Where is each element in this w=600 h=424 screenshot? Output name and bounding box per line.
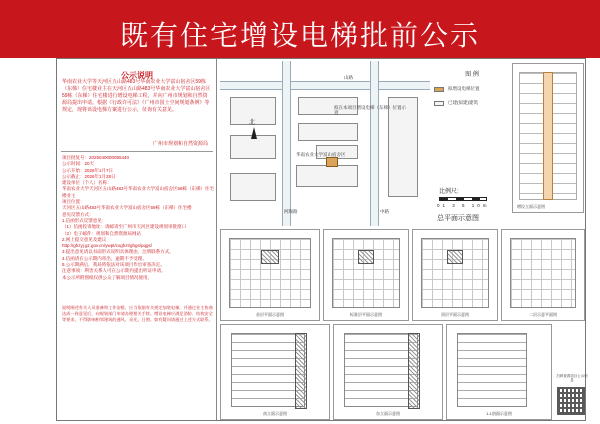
- legend-swatch: [434, 87, 444, 92]
- panel-caption: 标准层平面示意图: [350, 312, 382, 317]
- start-date: 2026年1月7日: [84, 167, 114, 173]
- feedback-item: 2.网上提交意见及建议: [62, 236, 107, 242]
- drawing-panel: [501, 229, 585, 321]
- feedback-item: （2）电子邮件：规划和自然资源局网站: [62, 230, 142, 236]
- notice-sheet: [56, 58, 586, 421]
- legend-item: [434, 86, 510, 92]
- scale-bar: [439, 197, 487, 201]
- elevation-drawing: [231, 333, 305, 407]
- building: [230, 173, 276, 201]
- legend-label: 拟增设电梯位置: [448, 86, 480, 91]
- notice-title: 公示说明: [121, 71, 153, 80]
- floor-plan-drawing: [229, 238, 311, 308]
- scale-title: 比例尺:: [439, 189, 459, 195]
- plan-note: 拟在本项目增设电梯（东梯）位置示意: [334, 105, 406, 115]
- note-item: 3.提出意见请以书面形式说明具体理由，注明联系方式。: [62, 249, 174, 255]
- period-row: 公示时间：20天: [62, 161, 95, 167]
- end-label: 公示截止：: [62, 173, 85, 179]
- dorm-label: 华南农业大学富山宿舍区: [296, 152, 346, 157]
- north-label: 北: [248, 120, 255, 126]
- panel-caption: 二层示意平面图: [529, 312, 557, 317]
- legend-label: 已建(拟建)建筑: [448, 100, 478, 105]
- legend-title: 图 例: [465, 72, 479, 78]
- panel-caption: 南立面示意图: [263, 411, 287, 416]
- qr-note: 扫码查看项目公示信息: [556, 374, 588, 382]
- notice-lower-text: 说明阐述有关人员准备和工作安排，应当依据有关规定加装电梯，并通过业主协商达成一致意见后，向规划部门申请办理相关手续。增设电梯应满足消防、结构安全等要求，不得影响相邻建筑的通风、采光、日照。如有疑问请通过上述方式联系。: [62, 305, 213, 322]
- elevator-shaft: [408, 333, 420, 409]
- road-label: 山路: [344, 75, 353, 80]
- panel-caption: 增设立面示意图: [517, 204, 545, 209]
- notice-body: 华南农业大学等天河区五山路483号华南农业大学富山宿舍区59栋（东梯）住宅楼业主在天河区五山路483号华南农业大学富山宿舍区59栋（东梯）住宅楼进行增设电梯工程，并向广州市规划和自然资源局提出申请。根据《行政许可法》《广州市国土空间规划条例》等规定，现将该设电梯方案进行公示，征询有关意见。: [62, 79, 211, 113]
- road-label: 中路: [380, 209, 389, 214]
- panel-caption: 顶层平面示意图: [441, 312, 469, 317]
- elevator-hatch: [261, 250, 279, 264]
- builder-label: 建设单位（个人）名称：: [62, 180, 112, 186]
- elevation-panel: [512, 63, 584, 213]
- building: [296, 165, 358, 187]
- scale-numbers: 01 3 5 10m: [437, 203, 490, 208]
- notice-column: [57, 59, 217, 420]
- road: [220, 81, 430, 90]
- project-info: [62, 155, 214, 281]
- elevator-site-marker: [326, 157, 338, 167]
- project-number-label: 项目批复号：: [62, 155, 89, 160]
- drawing-panel: [220, 324, 330, 420]
- drawing-panel: [412, 229, 498, 321]
- elevator-hatch: [358, 250, 374, 264]
- location-value: 天河区五山路483号华南农业大学富山宿舍区59栋（东梯）住宅楼: [62, 205, 192, 211]
- qr-code-icon[interactable]: [557, 387, 585, 415]
- legend: [434, 69, 510, 114]
- drawing-panel: [220, 229, 320, 321]
- legend-swatch: [434, 101, 444, 106]
- page-title: 既有住宅增设电梯批前公示: [119, 19, 480, 52]
- note-item: 5.公示期满后，我局将依法对该项目作出审查决定。: [62, 262, 165, 268]
- elevation-drawing: [344, 333, 418, 407]
- drawing-panel: [323, 229, 409, 321]
- road-label: 阿陶路: [284, 209, 298, 214]
- road: [370, 61, 379, 226]
- note-item: 注意事项：利害关系人可在公示期内提出听证申请。: [62, 268, 166, 274]
- legend-item: [434, 100, 510, 106]
- feedback-item: （1）信函投寄地址：请邮寄至广州市天河区建设规划审批窗口: [62, 224, 187, 230]
- building: [298, 123, 358, 141]
- floor-plan-drawing: [510, 238, 576, 308]
- panel-caption: 1-1剖面示意图: [486, 411, 512, 416]
- panel-caption: 首层平面示意图: [256, 312, 284, 317]
- panel-caption: 东立面示意图: [376, 411, 400, 416]
- floor-plan-drawing: [332, 238, 400, 308]
- elevator-shaft: [295, 333, 307, 409]
- end-date: 2026年1月28日: [84, 173, 116, 179]
- location-label: 项目位置：: [62, 199, 85, 205]
- site-plan: [220, 61, 430, 226]
- elevator-shaft: [543, 72, 553, 200]
- note-item: 本公示所附图纸仅供公众了解项目情况使用。: [62, 274, 152, 280]
- section-drawing: [457, 333, 527, 407]
- divider: [61, 151, 213, 152]
- start-label: 公示开始：: [62, 167, 85, 173]
- site-plan-caption: 总平面示意图: [437, 215, 479, 222]
- drawing-panel: [333, 324, 443, 420]
- project-number: 2025040000055440: [89, 155, 130, 160]
- floor-plan-drawing: [421, 238, 489, 308]
- road: [282, 61, 291, 226]
- north-arrow-icon: [251, 127, 257, 139]
- notice-signature: 广州市规划和自然资源局: [152, 141, 208, 147]
- elevator-hatch: [447, 250, 463, 264]
- drawing-panel: [446, 324, 552, 420]
- note-item: 4.信函请在公示期内寄出，逾期不予受理。: [62, 255, 147, 261]
- builder-name: 华南农业大学天河区五山路483号华南农业大学富山宿舍区59栋（东梯）住宅楼业主: [62, 186, 215, 198]
- feedback-title: 意见反馈方式：: [62, 211, 94, 217]
- feedback-url[interactable]: http://ghzyj.gz.gov.cn/ywpt/cxghzt/ghgs/pqgs/: [62, 243, 152, 249]
- title-banner: [0, 0, 600, 58]
- feedback-item: 1.信函形式反馈意见：: [62, 217, 107, 223]
